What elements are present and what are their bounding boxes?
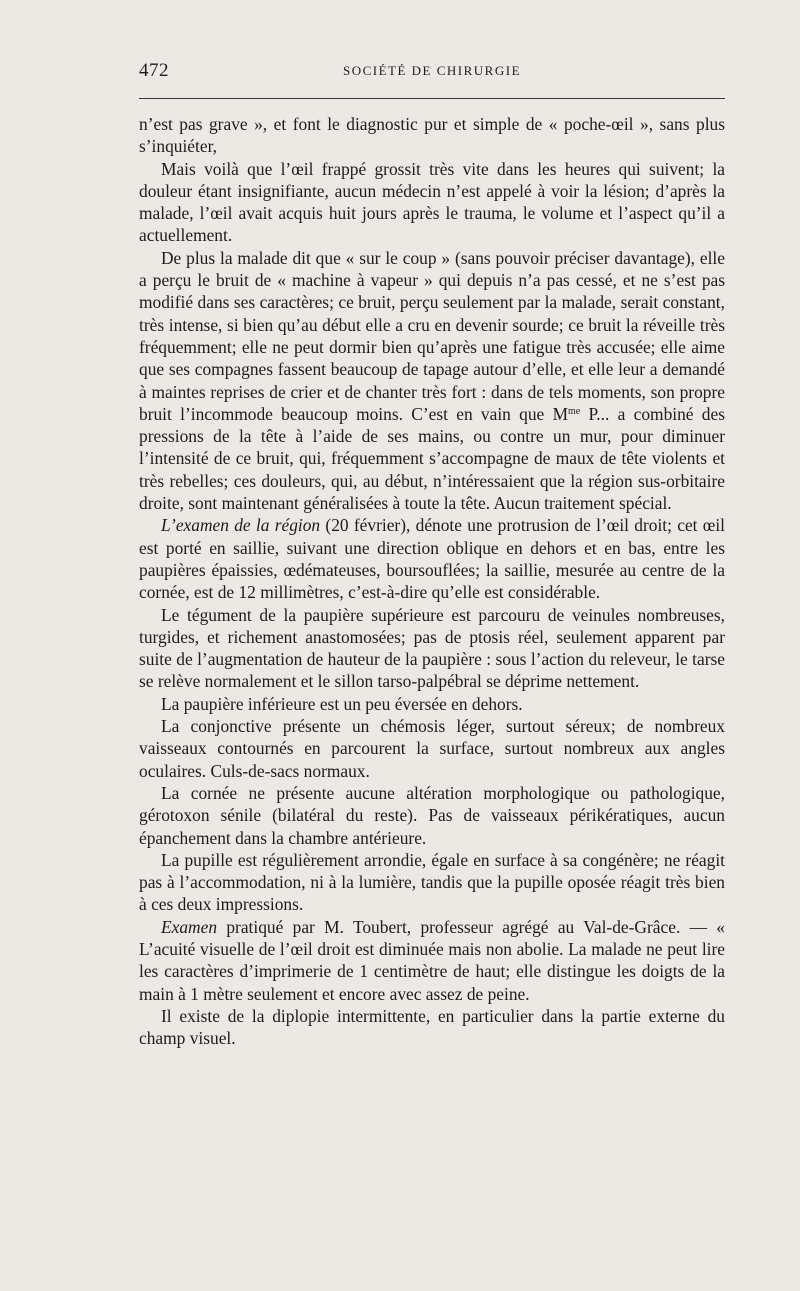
paragraph-5: [139, 604, 725, 693]
superscript-abbrev: me: [568, 405, 581, 417]
paragraph-2: [139, 158, 725, 247]
italic-lead: L’examen de la région: [161, 515, 321, 536]
running-title: SOCIÉTÉ DE CHIRURGIE: [342, 63, 522, 78]
paragraph-9: [139, 849, 725, 916]
paragraph-text: La conjonctive présente un chémosis léger, surtout séreux; de nombreux vaisseaux contournés en parcourent la surface, surtout nombreux aux angles oculaires. Culs-de-sacs normaux.: [139, 716, 725, 781]
paragraph-8: [139, 782, 725, 849]
paragraph-text: Il existe de la diplopie intermittente, en particulier dans la partie externe du champ visuel.: [139, 1005, 725, 1049]
paragraph-text: La paupière inférieure est un peu éversée en dehors.: [161, 693, 523, 714]
paragraph-text: Mais voilà que l’œil frappé grossit très vite dans les heures qui suivent; la douleur étant insignifiante, aucun médecin n’est appelé à voir la lésion; d’après la malade, l’œil avait acquis huit jours après le trauma, le volume et l’aspect qu’il a actuellement.: [139, 158, 725, 246]
paragraph-11: [139, 1005, 725, 1050]
paragraph-text: De plus la malade dit que « sur le coup » (sans pouvoir préciser davantage), elle a perçu le bruit de « machine à vapeur » qui depuis n’a pas cessé, et ne s’est pas modifié dans ses caractères; ce bruit, perçu seulement par la malade, serait constant, très intense, si bien qu’au début elle a cru en devenir sourde; ce bruit la réveille très fréquemment; elle ne peut dormir bien qu’après une fatigue très accusée; elle aime que ses compagnes fassent beaucoup de tapage autour d’elle, et elle leur a demandé à maintes reprises de crier et de chanter très fort : dans de tels moments, son propre bruit l’incommode beaucoup moins. C’est en vain que M: [139, 247, 725, 424]
paragraph-text: (20 février), dénote une protrusion de l’œil droit; cet œil est porté en saillie, suivant une direction oblique en dehors et en bas, entre les paupières épaissies, œdémateuses, boursouflées; la saillie, mesurée au centre de la cornée, est de 12 millimètres, c’est-à-dire qu’elle est considérable.: [139, 515, 725, 603]
paragraph-7: [139, 715, 725, 782]
paragraph-text: La cornée ne présente aucune altération morphologique ou pathologique, gérotoxon sénile (bilatéral du reste). Pas de vaisseaux périkératiques, aucun épanchement dans la chambre antérieure.: [139, 782, 725, 848]
paragraph-text: Le tégument de la paupière supérieure est parcouru de veinules nombreuses, turgides, et richement anastomosées; pas de ptosis réel, seulement apparent par suite de l’augmentation de hauteur de la paupière : sous l’action du releveur, le tarse se relève normalement et le sillon tarso-palpébral se déprime nettement.: [139, 604, 725, 692]
italic-lead: Examen: [161, 916, 218, 937]
paragraph-text: La pupille est régulièrement arrondie, égale en surface à sa congénère; ne réagit pas à l’accommodation, ni à la lumière, tandis que la pupille oposée réagit très bien à ces deux impressions.: [139, 849, 725, 915]
paragraph-3: [139, 247, 725, 515]
paragraph-6: [139, 693, 725, 715]
header-rule: [139, 98, 725, 99]
page-number: 472: [139, 60, 169, 81]
paragraph-4: [139, 514, 725, 603]
page-header: [139, 60, 725, 86]
paragraph-1: [139, 113, 725, 158]
paragraph-text: n’est pas grave », et font le diagnostic pur et simple de « poche-œil », sans plus s’inquiéter,: [139, 114, 725, 157]
paragraph-text: P... a combiné des pressions de la tête à l’aide de ses mains, ou contre un mur, pour diminuer l’intensité de ce bruit, qui, fréquemment s’accompagne de maux de tête violents et très rebelles; ces douleurs, qui, au début, n’intéressaient que la région sus-orbitaire droite, sont maintenant généralisées à toute la tête. Aucun traitement spécial.: [139, 403, 725, 514]
paragraph-10: [139, 916, 725, 1005]
body-text: [139, 113, 725, 1049]
paragraph-text: pratiqué par M. Toubert, professeur agrégé au Val-de-Grâce. — « L’acuité visuelle de l’œil droit est diminuée mais non abolie. La malade ne peut lire les caractères d’imprimerie de 1 centimètre de haut; elle distingue les doigts de la main à 1 mètre seulement et encore avec assez de peine.: [139, 916, 725, 1004]
